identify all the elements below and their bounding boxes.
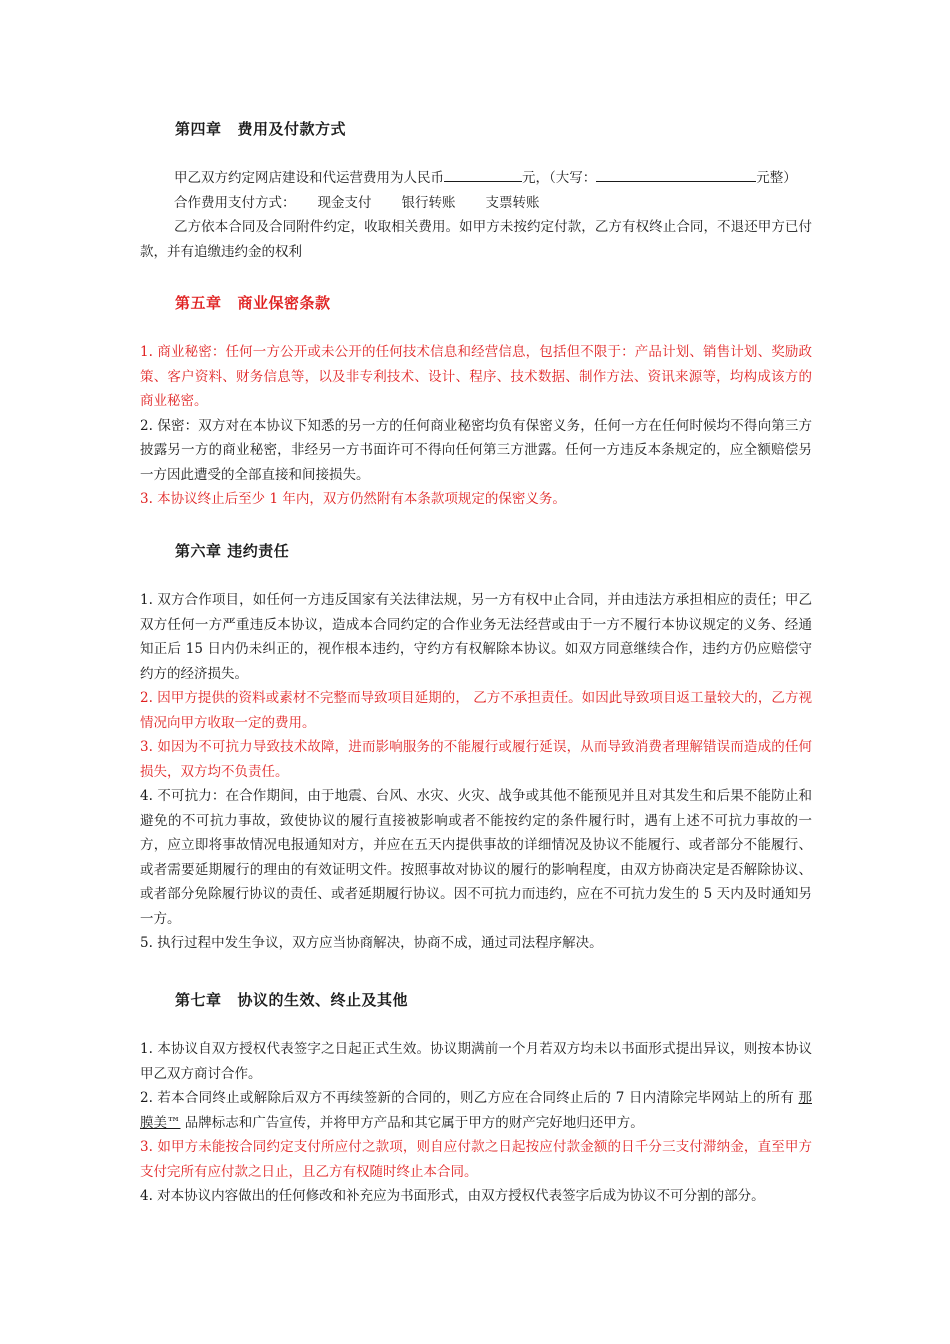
chapter-4-number: 第四章 — [175, 120, 222, 138]
effect-item-2 — [140, 1086, 812, 1135]
chapter-4-heading — [175, 118, 346, 139]
brand-name: 那膜美™ — [140, 1090, 812, 1131]
payment-option-bank: 银行转账 — [401, 194, 456, 211]
chapter-7-number: 第七章 — [175, 991, 222, 1009]
effect-item-4: 4. 对本协议内容做出的任何修改和补充应为书面形式，由双方授权代表签字后成为协议不可分割的部分。 — [140, 1188, 765, 1204]
chapter-7-title: 协议的生效、终止及其他 — [237, 991, 409, 1009]
liability-item-1: 1. 双方合作项目，如任何一方违反国家有关法律法规，另一方有权中止合同，并由违法方承担相应的责任；甲乙双方任何一方严重违反本协议，造成本合同约定的合作业务无法经营或由于一方不履行本协议规定的义务、经通知正后 15 日内仍未纠正的，视作根本违约，守约方有权解除本协议。如双方同意继续合作，违约方仍应赔偿守约方的经济损失。 — [140, 592, 812, 682]
fee-prefix: 甲乙双方约定网店建设和代运营费用为人民币 — [174, 170, 444, 186]
chapter-5-title: 商业保密条款 — [237, 294, 331, 312]
confidential-item-1: 1. 商业秘密：任何一方公开或未公开的任何技术信息和经营信息，包括但不限于：产品计划、销售计划、奖励政策、客户资料、财务信息等，以及非专利技术、设计、程序、技术数据、制作方法、资讯来源等，均构成该方的商业秘密。 — [140, 344, 812, 409]
chapter-7-body — [140, 1037, 812, 1209]
liability-item-2: 2. 因甲方提供的资料或素材不完整而导致项目延期的， 乙方不承担责任。如因此导致项目返工量较大的，乙方视情况向甲方收取一定的费用。 — [140, 690, 812, 731]
fee-end: 元整） — [756, 170, 797, 186]
chapter-5-body — [140, 340, 812, 512]
payment-option-check: 支票转账 — [485, 194, 540, 211]
payment-clause: 乙方依本合同及合同附件约定，收取相关费用。如甲方未按约定付款，乙方有权终止合同，不退还甲方已付款，并有追缴违约金的权利 — [140, 219, 812, 260]
chapter-4-title: 费用及付款方式 — [237, 120, 347, 138]
chapter-5-number: 第五章 — [175, 294, 222, 312]
payment-methods — [140, 191, 812, 216]
chapter-6-heading: 第六章 违约责任 — [175, 542, 290, 560]
fee-unit: 元，（大写： — [522, 170, 597, 186]
confidential-item-2: 2. 保密：双方对在本协议下知悉的另一方的任何商业秘密均负有保密义务，任何一方在任何时候均不得向第三方披露另一方的商业秘密，非经另一方书面许可不得向任何第三方泄露。任何一方违反本条规定的，应全额赔偿另一方因此遭受的全部直接和间接损失。 — [140, 417, 812, 483]
fee-amount-blank — [444, 165, 522, 182]
liability-item-3: 3. 如因为不可抗力导致技术故障，进而影响服务的不能履行或履行延误，从而导致消费者理解错误而造成的任何损失，双方均不负责任。 — [140, 739, 812, 780]
chapter-4-body — [140, 165, 812, 264]
payment-option-cash: 现金支付 — [317, 194, 372, 211]
chapter-6-body — [140, 588, 812, 956]
effect-item-2-text-b: 品牌标志和广告宣传，并将甲方产品和其它属于甲方的财产完好地归还甲方。 — [180, 1114, 644, 1131]
confidential-item-3: 3. 本协议终止后至少 1 年内，双方仍然附有本条款项规定的保密义务。 — [140, 491, 566, 507]
chapter-5-heading — [175, 292, 331, 313]
effect-item-1: 1. 本协议自双方授权代表签字之日起正式生效。协议期满前一个月若双方均未以书面形式提出异议，则按本协议甲乙双方商讨合作。 — [140, 1041, 812, 1082]
effect-item-3: 3. 如甲方未能按合同约定支付所应付之款项，则自应付款之日起按应付款金额的日千分三支付滞纳金，直至甲方支付完所有应付款之日止，且乙方有权随时终止本合同。 — [140, 1139, 812, 1180]
fee-clause — [140, 165, 812, 191]
liability-item-5: 5. 执行过程中发生争议，双方应当协商解决，协商不成，通过司法程序解决。 — [140, 935, 603, 951]
effect-item-2-text-a: 2. 若本合同终止或解除后双方不再续签新的合同的，则乙方应在合同终止后的 7 日内清除完毕网站上的所有 — [140, 1090, 799, 1106]
payment-label: 合作费用支付方式： — [174, 194, 296, 211]
liability-item-4: 4. 不可抗力：在合作期间，由于地震、台风、水灾、火灾、战争或其他不能预见并且对其发生和后果不能防止和避免的不可抗力事故，致使协议的履行直接被影响或者不能按约定的条件履行时，遇有上述不可抗力事故的一方，应立即将事故情况电报通知对方，并应在五天内提供事故的详细情况及协议不能履行、或者部分不能履行、或者需要延期履行的理由的有效证明文件。按照事故对协议的履行的影响程度，由双方协商决定是否解除协议、或者部分免除履行协议的责任、或者延期履行协议。因不可抗力而违约，应在不可抗力发生的 5 天内及时通知另一方。 — [140, 788, 812, 927]
fee-capital-blank — [596, 165, 756, 182]
chapter-7-heading — [175, 989, 408, 1010]
